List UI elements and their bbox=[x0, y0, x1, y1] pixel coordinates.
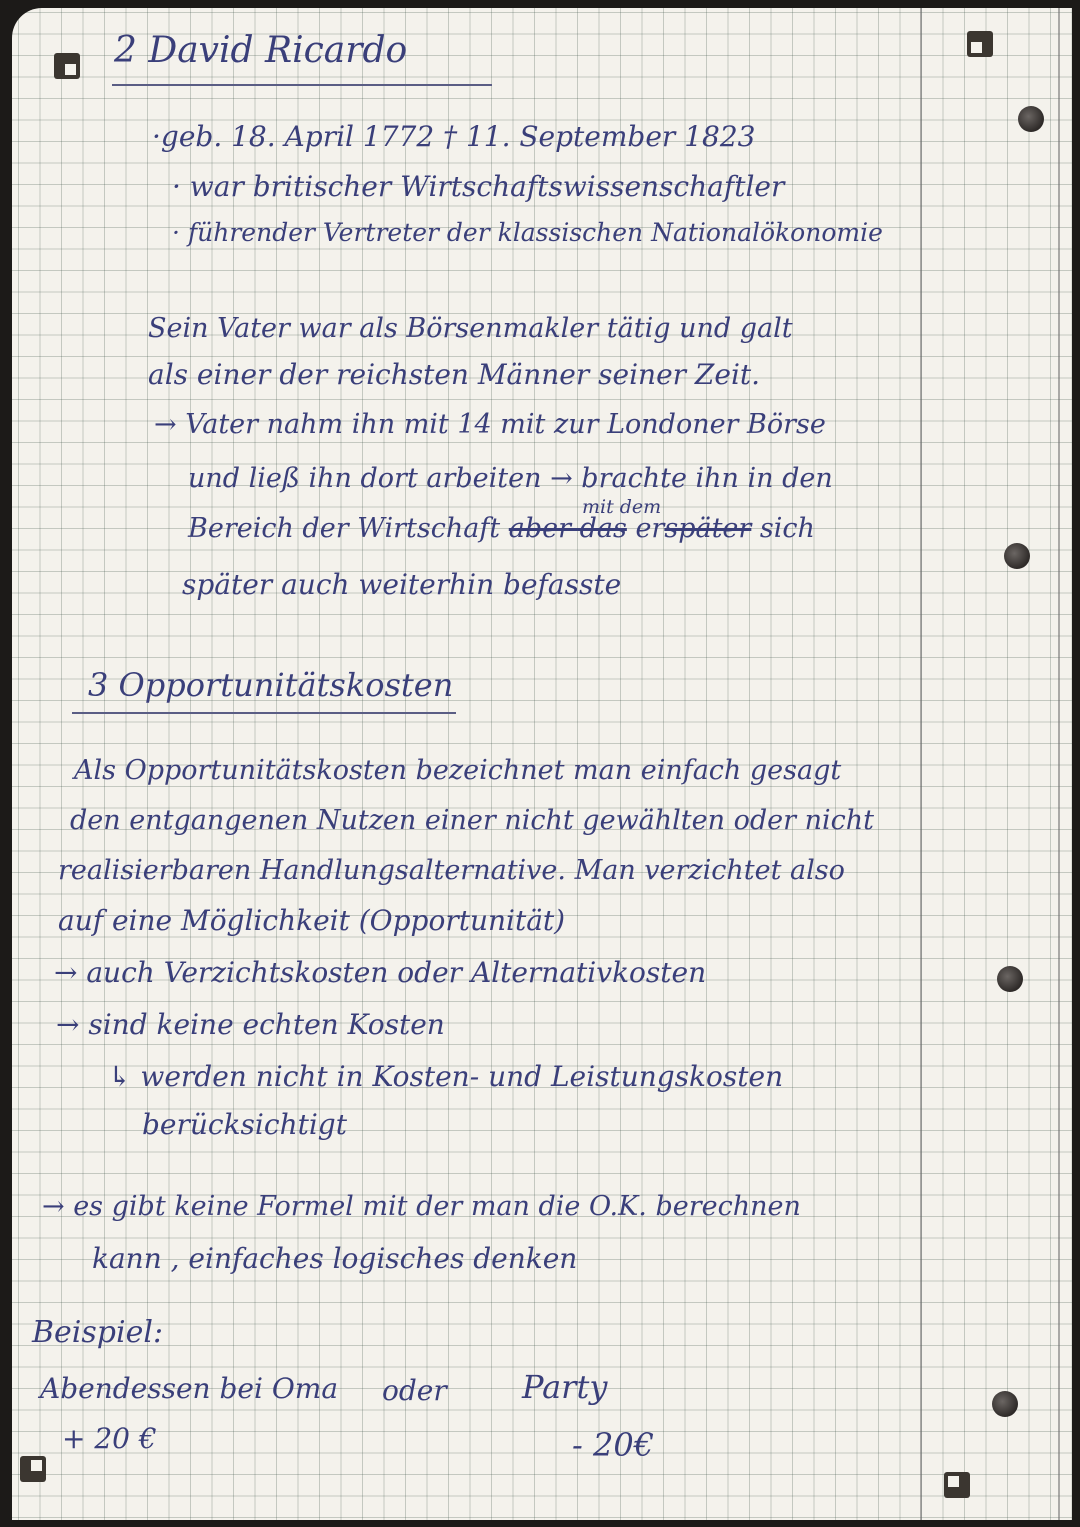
sub-note: berücksichtigt bbox=[142, 1108, 347, 1141]
section-heading: 2 David Ricardo bbox=[114, 30, 408, 71]
corner-marker-icon bbox=[54, 53, 80, 79]
birth-death-dates: ·geb. 18. April 1772 † 11. September 1823 bbox=[152, 120, 756, 153]
arrow-note: und ließ ihn dort arbeiten → brachte ihn in den bbox=[188, 463, 833, 494]
arrow-note: → sind keine echten Kosten bbox=[56, 1008, 445, 1041]
arrow-note: → es gibt keine Formel mit der man die O.K. berechnen bbox=[42, 1191, 801, 1222]
bullet-text: · war britischer Wirtschaftswissenschaftler bbox=[172, 170, 785, 203]
paragraph-line: als einer der reichsten Männer seiner Zeit. bbox=[148, 358, 761, 391]
note-text: er bbox=[635, 513, 665, 544]
punch-hole-icon bbox=[992, 1391, 1018, 1417]
example-option-left: Abendessen bei Oma bbox=[40, 1372, 339, 1405]
definition-line: den entgangenen Nutzen einer nicht gewählten oder nicht bbox=[70, 805, 874, 836]
arrow-note: kann , einfaches logisches denken bbox=[92, 1242, 578, 1275]
example-or: oder bbox=[382, 1374, 447, 1407]
corner-marker-icon bbox=[944, 1472, 970, 1498]
insertion-note: mit dem bbox=[582, 496, 662, 518]
margin-line bbox=[920, 8, 922, 1520]
note-text: sich bbox=[759, 513, 815, 544]
heading-underline bbox=[112, 84, 492, 86]
arrow-note: → Vater nahm ihn mit 14 mit zur Londoner Börse bbox=[154, 409, 826, 440]
example-right-value: - 20€ bbox=[572, 1426, 655, 1464]
example-label: Beispiel: bbox=[32, 1315, 164, 1350]
punch-hole-icon bbox=[997, 966, 1023, 992]
section-heading: 3 Opportunitätskosten bbox=[88, 666, 454, 704]
margin-line-outer bbox=[1058, 8, 1060, 1520]
punch-hole-icon bbox=[1004, 543, 1030, 569]
definition-line: Als Opportunitätskosten bezeichnet man einfach gesagt bbox=[74, 755, 842, 786]
arrow-note: später auch weiterhin befasste bbox=[182, 568, 622, 601]
definition-line: auf eine Möglichkeit (Opportunität) bbox=[58, 904, 566, 937]
corner-marker-icon bbox=[967, 31, 993, 57]
notebook-page bbox=[12, 8, 1072, 1520]
struck-text: aber das bbox=[508, 513, 627, 544]
example-left-value: + 20 € bbox=[62, 1422, 157, 1455]
sub-note: ↳ werden nicht in Kosten- und Leistungskosten bbox=[108, 1060, 784, 1093]
definition-line: realisierbaren Handlungsalternative. Man verzichtet also bbox=[58, 855, 845, 886]
corner-marker-icon bbox=[20, 1456, 46, 1482]
arrow-note bbox=[188, 512, 815, 546]
paragraph-line: Sein Vater war als Börsenmakler tätig und galt bbox=[148, 313, 793, 344]
heading-underline bbox=[72, 712, 456, 714]
punch-hole-icon bbox=[1018, 106, 1044, 132]
example-option-right: Party bbox=[522, 1368, 608, 1406]
struck-text: später bbox=[664, 513, 752, 544]
note-text: Bereich der Wirtschaft bbox=[188, 513, 501, 544]
bullet-text: · führender Vertreter der klassischen Nationalökonomie bbox=[172, 218, 883, 247]
arrow-note: → auch Verzichtskosten oder Alternativkosten bbox=[54, 956, 707, 989]
